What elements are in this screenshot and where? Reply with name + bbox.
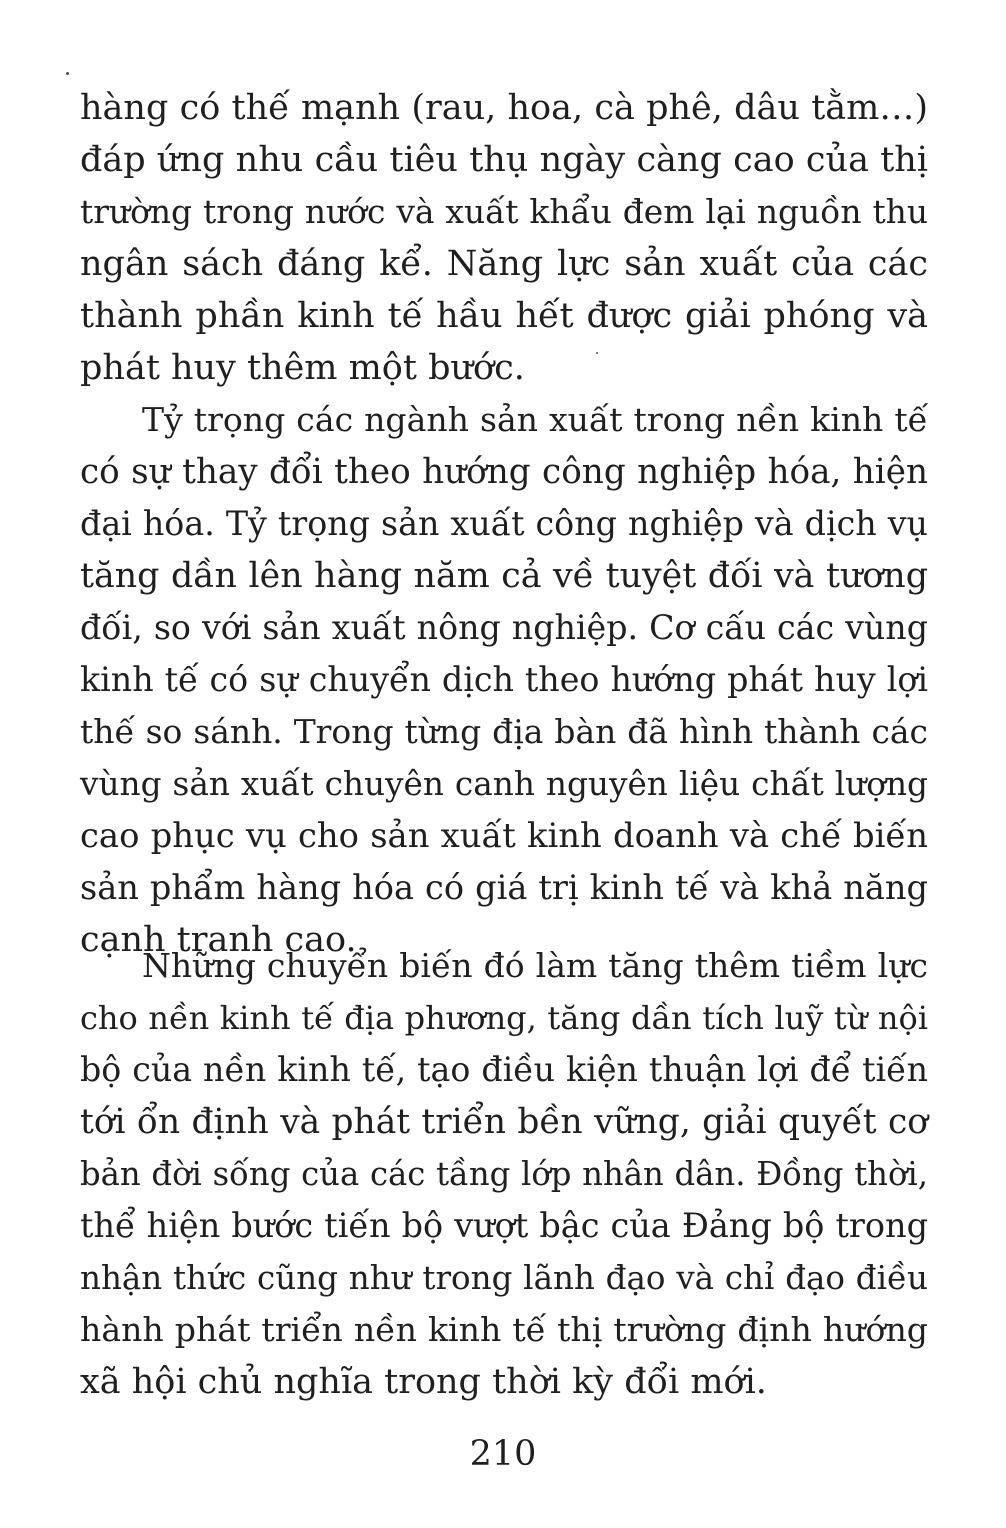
text-line: tăng dần lên hàng năm cả về tuyệt đối và tương <box>80 556 928 596</box>
text-line: bản đời sống của các tầng lớp nhân dân. Đồng thời, <box>80 1155 928 1193</box>
text-line: nhận thức cũng như trong lãnh đạo và chỉ đạo điều <box>80 1259 928 1297</box>
text-line: ngân sách đáng kể. Năng lực sản xuất của các <box>80 244 928 284</box>
paragraph-1 <box>80 82 928 394</box>
text-line: đại hóa. Tỷ trọng sản xuất công nghiệp và dịch vụ <box>80 504 928 543</box>
text-line: thành phần kinh tế hầu hết được giải phóng và <box>80 296 928 336</box>
text-line: có sự thay đổi theo hướng công nghiệp hóa, hiện <box>80 452 928 492</box>
text-line: cao phục vụ cho sản xuất kinh doanh và chế biến <box>80 816 928 855</box>
paragraph-3 <box>80 940 928 1408</box>
text-line: Những chuyển biến đó làm tăng thêm tiềm lực <box>142 946 928 985</box>
text-line: xã hội chủ nghĩa trong thời kỳ đổi mới. <box>80 1362 767 1402</box>
text-line: phát huy thêm một bước. <box>80 348 525 388</box>
text-line: trường trong nước và xuất khẩu đem lại nguồn thu <box>80 192 928 231</box>
text-line: vùng sản xuất chuyên canh nguyên liệu chất lượng <box>80 765 928 803</box>
text-line: bộ của nền kinh tế, tạo điều kiện thuận lợi để tiến <box>80 1050 928 1089</box>
text-line: hành phát triển nền kinh tế thị trường định hướng <box>80 1310 928 1349</box>
page-number: 210 <box>469 1434 537 1474</box>
text-line: cho nền kinh tế địa phương, tăng dần tích luỹ từ nội <box>80 999 928 1037</box>
text-line: đáp ứng nhu cầu tiêu thụ ngày càng cao của thị <box>80 140 928 180</box>
text-line: thế so sánh. Trong từng địa bàn đã hình thành các <box>80 712 928 751</box>
text-line: Tỷ trọng các ngành sản xuất trong nền kinh tế <box>142 400 928 439</box>
text-line: đối, so với sản xuất nông nghiệp. Cơ cấu các vùng <box>80 608 928 647</box>
print-speck <box>66 72 69 75</box>
text-line: kinh tế có sự chuyển dịch theo hướng phát huy lợi <box>80 660 928 699</box>
paragraph-2 <box>80 394 928 966</box>
text-line: tới ổn định và phát triển bền vững, giải quyết cơ <box>80 1102 928 1142</box>
text-line: hàng có thế mạnh (rau, hoa, cà phê, dâu tằm…) <box>80 88 928 128</box>
text-line: thể hiện bước tiến bộ vượt bậc của Đảng bộ trong <box>80 1206 928 1245</box>
text-line: sản phẩm hàng hóa có giá trị kinh tế và khả năng <box>80 868 928 907</box>
text-line: cạnh tranh cao. <box>80 920 357 960</box>
